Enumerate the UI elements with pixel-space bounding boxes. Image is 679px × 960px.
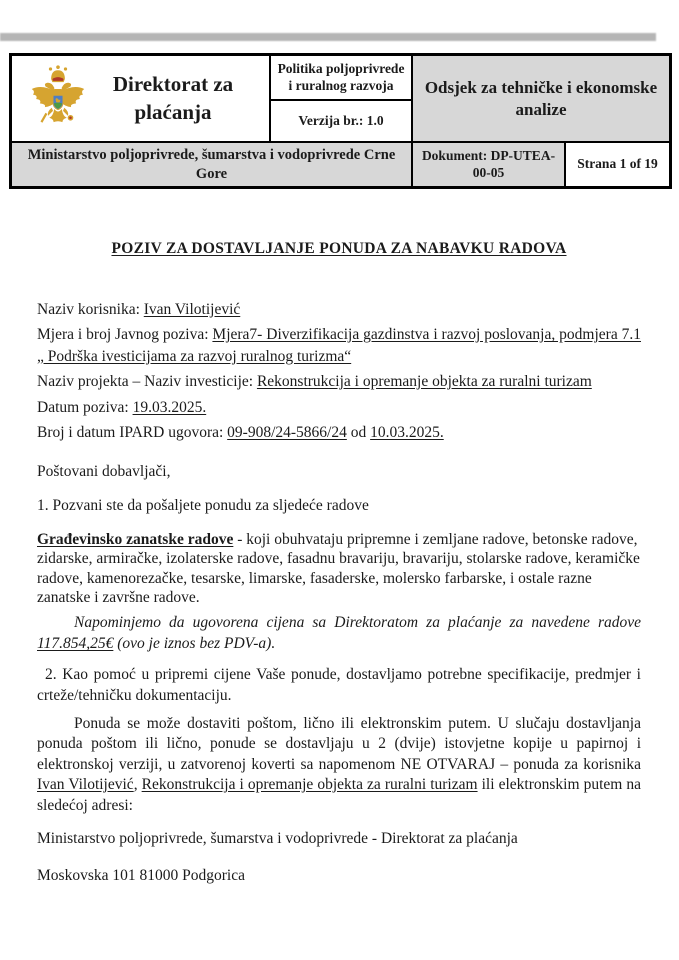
field-call-date	[37, 397, 641, 419]
header-cell-directorate	[11, 55, 270, 142]
field-contract-label: Broj i datum IPARD ugovora:	[37, 424, 228, 441]
document-title: POZIV ZA DOSTAVLJANJE PONUDA ZA NABAVKU RADOVA	[111, 240, 567, 257]
montenegro-coat-of-arms-icon	[26, 64, 90, 134]
header-cell-department: Odsjek za tehničke i ekonomske analize	[412, 55, 670, 142]
document-body	[37, 238, 641, 890]
submission-project-name: Rekonstrukcija i opremanje objekta za ruralni turizam	[141, 776, 478, 793]
field-call-date-label: Datum poziva:	[37, 398, 133, 416]
header-cell-ministry: Ministarstvo poljoprivrede, šumarstva i vodoprivrede Crne Gore	[11, 142, 412, 187]
header-table	[9, 53, 672, 189]
field-contract-number: 09-908/24-5866/24	[227, 424, 347, 441]
field-project-name	[37, 371, 641, 393]
header-cell-document-code: Dokument: DP-UTEA-00-05	[412, 142, 565, 187]
submission-beneficiary-name: Ivan Vilotijević	[37, 776, 134, 793]
submission-comma: ,	[133, 776, 142, 793]
works-description-lead: Građevinsko zanatske radove	[37, 530, 234, 548]
field-call-date-value: 19.03.2025.	[132, 398, 207, 416]
field-project-value: Rekonstrukcija i opremanje objekta za ruralni turizam	[256, 373, 592, 390]
list-item-1: 1. Pozvani ste da pošaljete ponudu za sljedeće radove	[37, 497, 369, 514]
submission-post: ili elektronskim putem na sledećoj adresi:	[37, 776, 642, 814]
price-note	[37, 612, 641, 655]
works-description	[37, 530, 641, 608]
field-measure-label: Mjera i broj Javnog poziva:	[37, 326, 213, 343]
field-beneficiary-value: Ivan Vilotijević	[143, 300, 241, 318]
directorate-title: Direktorat za plaćanja	[112, 72, 234, 124]
header-cell-version: Verzija br.: 1.0	[270, 100, 412, 142]
submission-instructions	[37, 714, 641, 817]
salutation: Poštovani dobavljači,	[37, 462, 171, 480]
field-contract-middle: od	[346, 424, 371, 441]
field-measure-value: Mjera7- Diverzifikacija gazdinstva i razvoj poslovanja, podmjera 7.1 „ Podrška ivesticijama za razvoj ruralnog turizma“	[37, 326, 641, 365]
list-item-2: 2. Kao pomoć u pripremi cijene Vaše ponude, dostavljamo potrebne specifikacije, predmjer i crteže/tehničku dokumentaciju.	[37, 665, 641, 704]
header-cell-page-number: Strana 1 of 19	[565, 142, 670, 187]
field-beneficiary	[37, 299, 641, 321]
scan-artifact-band	[0, 33, 656, 41]
price-note-pre: Napominjemo da ugovorena cijena sa Direktoratom za plaćanje za navedene radove	[74, 613, 641, 631]
street-address-line: Moskovska 101 81000 Podgorica	[37, 866, 245, 884]
works-description-rest: - koji obuhvataju pripremne i zemljane radove, betonske radove, zidarske, armiračke, izolaterske radove, fasadnu bravariju, bravariju, stolarske radove, keramičke radove, kamenorezačke, tesarske, limarske, fasaderske, molersko farbarske, i ostale razne zanatske i završne radove.	[37, 530, 640, 606]
field-project-label: Naziv projekta – Naziv investicije:	[37, 373, 257, 390]
price-note-post: (ovo je iznos bez PDV-a).	[113, 635, 276, 652]
header-cell-policy: Politika poljoprivrede i ruralnog razvoja	[270, 55, 412, 100]
field-contract	[37, 422, 641, 444]
field-beneficiary-label: Naziv korisnika:	[37, 300, 144, 318]
ministry-address-line: Ministarstvo poljoprivrede, šumarstva i vodoprivrede - Direktorat za plaćanja	[37, 830, 518, 847]
submission-pre: Ponuda se može dostaviti poštom, lično ili elektronskim putem. U slučaju dostavljanja ponuda poštom ili lično, ponude se dostavljaju u 2 (dvije) istovjetne kopije u papirnoj i elektronskoj verziji, u zatvorenoj koverti sa napomenom NE OTVARAJ – ponuda za korisnika	[37, 714, 641, 773]
field-contract-date: 10.03.2025.	[370, 424, 444, 441]
field-measure	[37, 324, 641, 367]
price-note-amount: 117.854,25€	[37, 635, 114, 652]
